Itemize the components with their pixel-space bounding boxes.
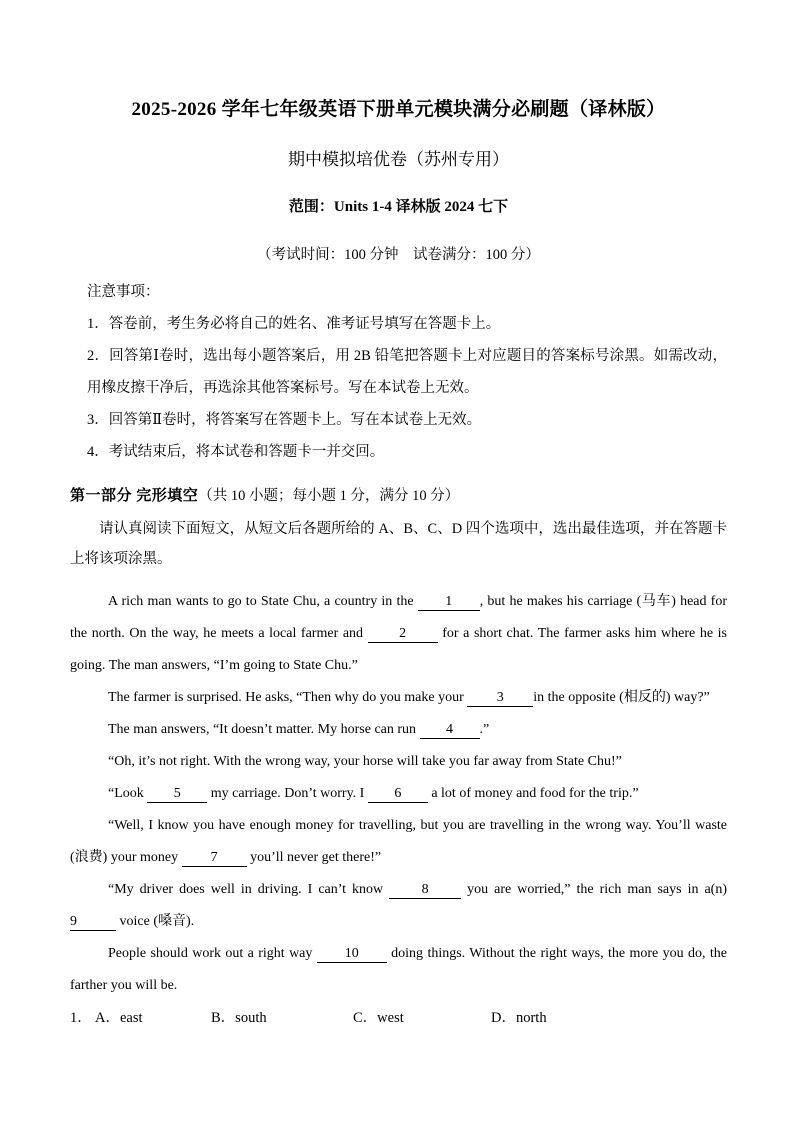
- passage: [70, 586, 727, 1002]
- option-c: C．west: [353, 1010, 404, 1026]
- notice-section: [70, 276, 727, 468]
- cloze-blank-7: 7: [182, 849, 247, 867]
- cloze-blank-5: 5: [147, 785, 207, 803]
- cloze-blank-4: 4: [420, 721, 480, 739]
- notice-heading: 注意事项：: [87, 284, 160, 300]
- question-number: 1．: [70, 1010, 92, 1026]
- section-heading: [70, 482, 727, 510]
- passage-paragraph-1: A rich man wants to go to State Chu, a country in the 1 , but he makes his carriage (马车) head for the north. On the way, he meets a local farmer and 2 for a short chat. The farmer asks him where he is going. The man answers, “I’m going to State Chu.”: [70, 594, 728, 673]
- cloze-blank-10: 10: [317, 945, 387, 963]
- passage-paragraph-6: “Well, I know you have enough money for travelling, but you are travelling in the wrong way. You’ll waste (浪费) your money 7 you’ll never get there!”: [70, 818, 727, 865]
- passage-paragraph-2: The farmer is surprised. He asks, “Then why do you make your 3 in the opposite (相反的) way?”: [108, 690, 710, 705]
- exam-time-score-info: （考试时间：100 分钟 试卷满分：100 分）: [257, 247, 540, 263]
- cloze-blank-8: 8: [389, 881, 461, 899]
- page-subtitle: 期中模拟培优卷（苏州专用）: [288, 150, 509, 169]
- passage-paragraph-7: “My driver does well in driving. I can’t know 8 you are worried,” the rich man says in a(n) 9 voice (嗓音).: [70, 882, 728, 929]
- cloze-instructions: 请认真阅读下面短文，从短文后各题所给的 A、B、C、D 四个选项中，选出最佳选项，并在答题卡上将该项涂黑。: [70, 521, 727, 567]
- passage-paragraph-3: The man answers, “It doesn’t matter. My horse can run 4 .”: [108, 722, 490, 737]
- question-1-options-row: [70, 1006, 727, 1030]
- notice-item-4: 4．考试结束后，将本试卷和答题卡一并交回。: [87, 444, 385, 460]
- notice-item-2: 2．回答第Ⅰ卷时，选出每小题答案后，用 2B 铅笔把答题卡上对应题目的答案标号涂黑。如需改动，用橡皮擦干净后，再选涂其他答案标号。写在本试卷上无效。: [87, 348, 727, 396]
- notice-item-1: 1．答卷前，考生务必将自己的姓名、准考证号填写在答题卡上。: [87, 316, 501, 332]
- notice-item-3: 3．回答第Ⅱ卷时，将答案写在答题卡上。写在本试卷上无效。: [87, 412, 482, 428]
- passage-paragraph-5: “Look 5 my carriage. Don’t worry. I 6 a lot of money and food for the trip.”: [108, 786, 639, 801]
- cloze-blank-1: 1: [418, 593, 480, 611]
- cloze-blank-2: 2: [368, 625, 438, 643]
- exam-scope: 范围：Units 1-4 译林版 2024 七下: [288, 199, 509, 215]
- cloze-blank-6: 6: [368, 785, 428, 803]
- passage-paragraph-8: People should work out a right way 10 doing things. Without the right ways, the more you do, the farther you will be.: [70, 946, 727, 993]
- notice-list: [87, 308, 727, 468]
- section-heading-score-note: （共 10 小题；每小题 1 分，满分 10 分）: [198, 488, 460, 504]
- passage-paragraph-4: “Oh, it’s not right. With the wrong way, your horse will take you far away from State Chu!”: [108, 754, 622, 769]
- option-d: D．north: [491, 1010, 547, 1026]
- option-a: A．east: [95, 1010, 143, 1026]
- question-options: [70, 1006, 727, 1030]
- section-heading-title: 第一部分 完形填空: [70, 488, 199, 504]
- option-b: B．south: [211, 1010, 267, 1026]
- cloze-blank-9: 9: [70, 913, 116, 931]
- page-title: 2025-2026 学年七年级英语下册单元模块满分必刷题（译林版）: [131, 99, 666, 120]
- cloze-blank-3: 3: [467, 689, 533, 707]
